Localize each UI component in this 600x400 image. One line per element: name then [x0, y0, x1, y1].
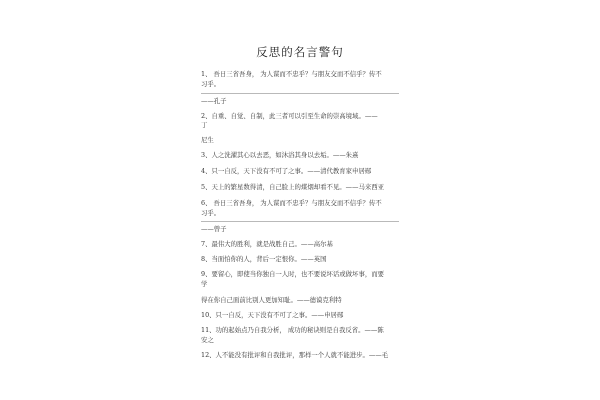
- quote-6-line-1: 6、 吾日三省吾身， 为人谋而不忠乎？与朋友交而不信乎？传不: [201, 199, 382, 207]
- quote-2-line-1: 2、自重、自觉、自制，此三者可以引至生命的崇高境域。——: [201, 112, 378, 120]
- page-title: 反思的名言警句: [256, 45, 344, 59]
- quote-4: 4、只一自反，天下没有不可了之事。——清代教育家申居郧: [201, 167, 372, 175]
- quote-9-line-1: 9、要留心，即使当你独自一人时，也不要说坏话或做坏事，而要: [201, 270, 385, 278]
- quote-11-line-1: 11、功的起始点乃自我分析， 成功的秘诀则是自我反省。——陈: [201, 326, 384, 334]
- quote-9-line-2: 学: [201, 280, 208, 288]
- divider: [201, 93, 399, 94]
- quote-2-line-3: 尼生: [201, 136, 214, 144]
- quote-8: 8、当面怕你的人，背后一定恨你。——英国: [201, 255, 327, 263]
- quote-9-line-3: 得在你自己面前比别人更加知耻。——德谟克利特: [201, 296, 342, 304]
- quote-12: 12、人不能没有批评和自我批评，那样一个人就不能进步。——毛: [201, 351, 389, 359]
- quote-1-line-1: 1、 吾日三省吾身， 为人谋而不忠乎？与朋友交而不信乎？传不: [201, 70, 382, 78]
- quote-1-line-2: 习乎。: [201, 80, 221, 88]
- quote-7: 7、最伟大的胜利，就是战胜自己。——高尔基: [201, 240, 333, 248]
- quote-1-author: ——孔子: [201, 97, 227, 105]
- quote-3: 3、人之洗濯其心以去恶，如沐浴其身以去垢。——朱熹: [201, 151, 359, 159]
- quote-6-line-2: 习乎。: [201, 209, 221, 217]
- quote-5: 5、天上的繁星数得清，自己脸上的煤烟却看不见。——马来西亚: [201, 183, 385, 191]
- quote-10: 10、只一自反，天下没有不可了之事。——申居郧: [201, 311, 344, 319]
- quote-2-line-2: 丁: [201, 121, 208, 129]
- divider: [201, 221, 399, 222]
- quote-11-line-2: 安之: [201, 336, 214, 344]
- quote-6-author: ——曾子: [201, 225, 227, 233]
